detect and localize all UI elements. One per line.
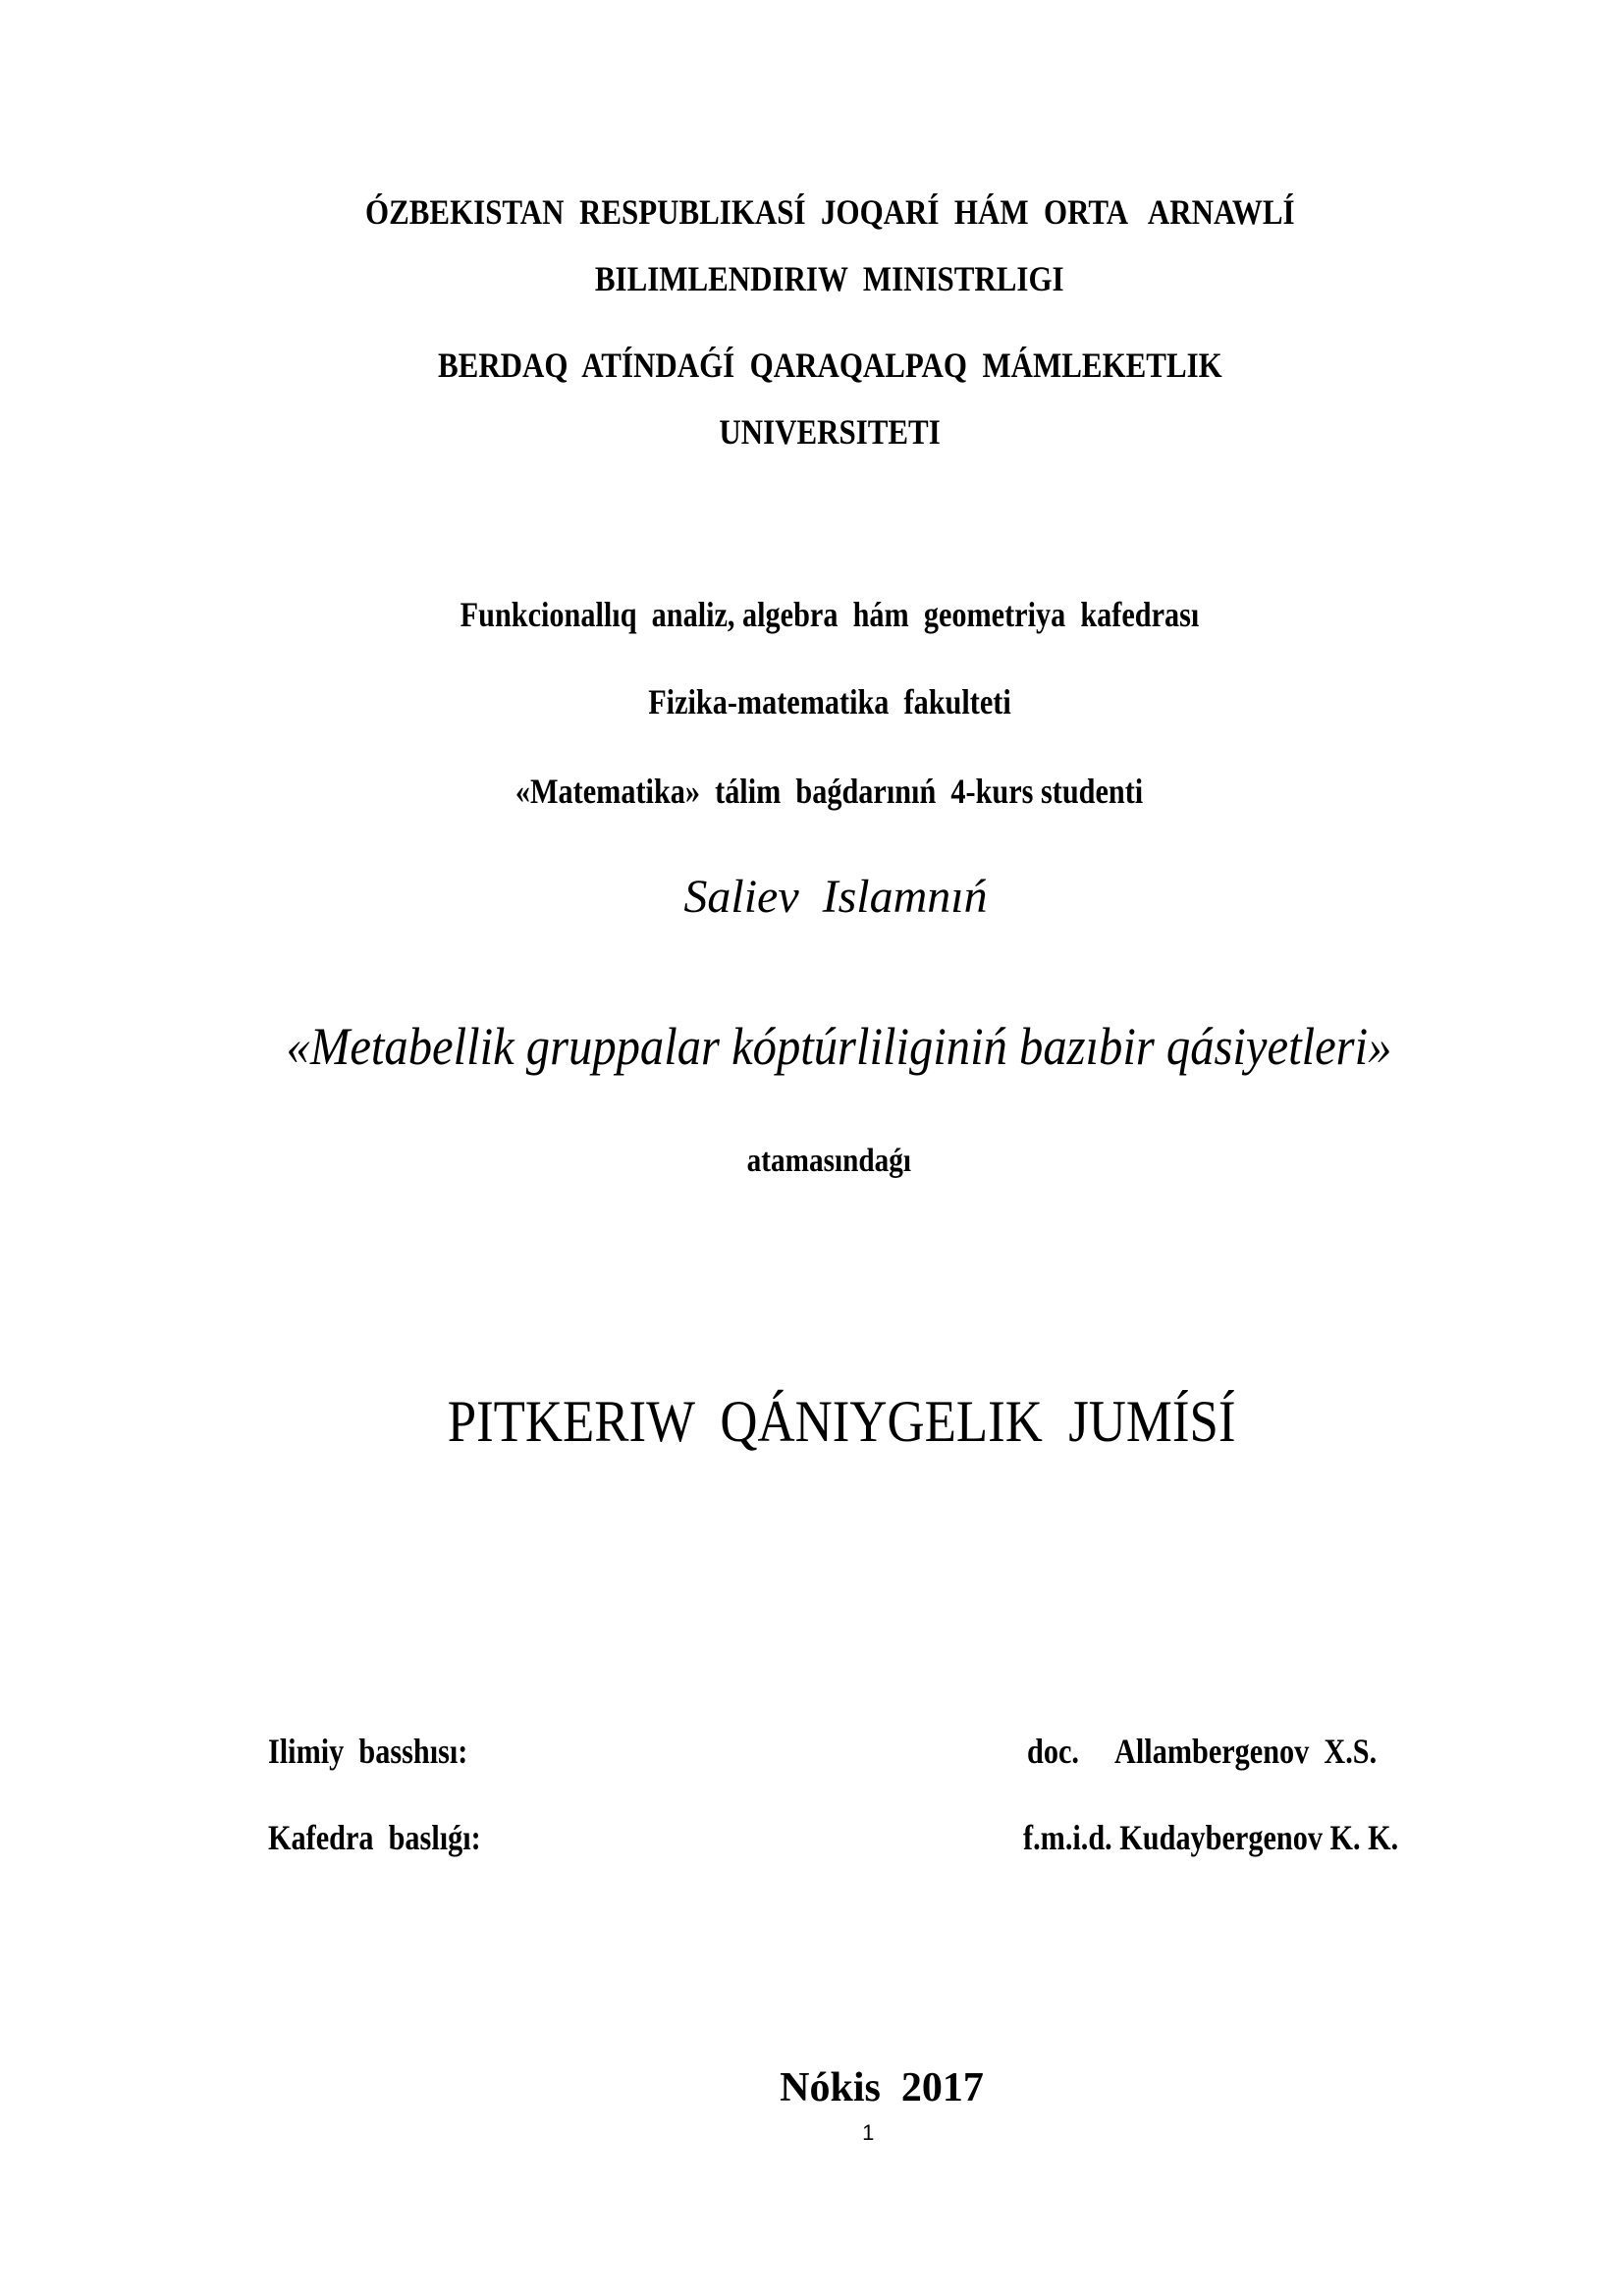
department-head-name-text: f.m.i.d. Kudaybergenov K. K.	[1023, 1818, 1399, 1857]
department-head-role-label	[233, 1785, 521, 1891]
student-name	[0, 827, 1624, 968]
university-heading-line2	[0, 379, 1624, 485]
department-head-role-text: Kafedra baslıǵı:	[268, 1818, 481, 1857]
supervisor-name-text: doc. Allambergenov X.S.	[1027, 1732, 1378, 1771]
faculty-text: Fizika-matematika fakulteti	[648, 682, 1011, 721]
department-text: Funkcionallıq analiz, algebra hám geometriya kafedrası	[460, 595, 1200, 634]
ministry-heading-line1-text: ÓZBEKISTAN RESPUBLIKASÍ JOQARÍ HÁM ORTA ARNAWLÍ	[364, 192, 1295, 232]
student-name-text: Saliev Islamnıń	[683, 871, 988, 923]
page-number	[0, 2101, 1624, 2165]
city-year-text: Nókis 2017	[780, 2065, 984, 2110]
university-heading-line2-text: UNIVERSITETI	[719, 412, 941, 452]
ministry-heading-line2-text: BILIMLENDIRIW MINISTRLIGI	[595, 259, 1064, 298]
program-text: «Matematika» tálim baǵdarınıń 4-kurs studenti	[515, 772, 1144, 811]
thesis-title-text: «Metabellik gruppalar kóptúrliliginiń bazıbir qásiyetleri»	[286, 1017, 1391, 1076]
thesis-title	[0, 967, 1624, 1126]
thesis-title-suffix-text: atamasındaǵı	[746, 1143, 911, 1179]
page-number-text: 1	[862, 2120, 875, 2145]
university-heading-line1-text: BERDAQ ATÍNDAǴÍ QARAQALPAQ MÁMLEKETLIK	[437, 346, 1222, 385]
document-type-heading	[0, 1333, 1624, 1510]
department-head-name	[988, 1785, 1470, 1891]
thesis-title-suffix	[0, 1111, 1624, 1211]
document-type-text: PITKERIW QÁNIYGELIK JUMÍSÍ	[447, 1389, 1236, 1454]
supervisor-role-text: Ilimiy basshısı:	[268, 1732, 468, 1771]
